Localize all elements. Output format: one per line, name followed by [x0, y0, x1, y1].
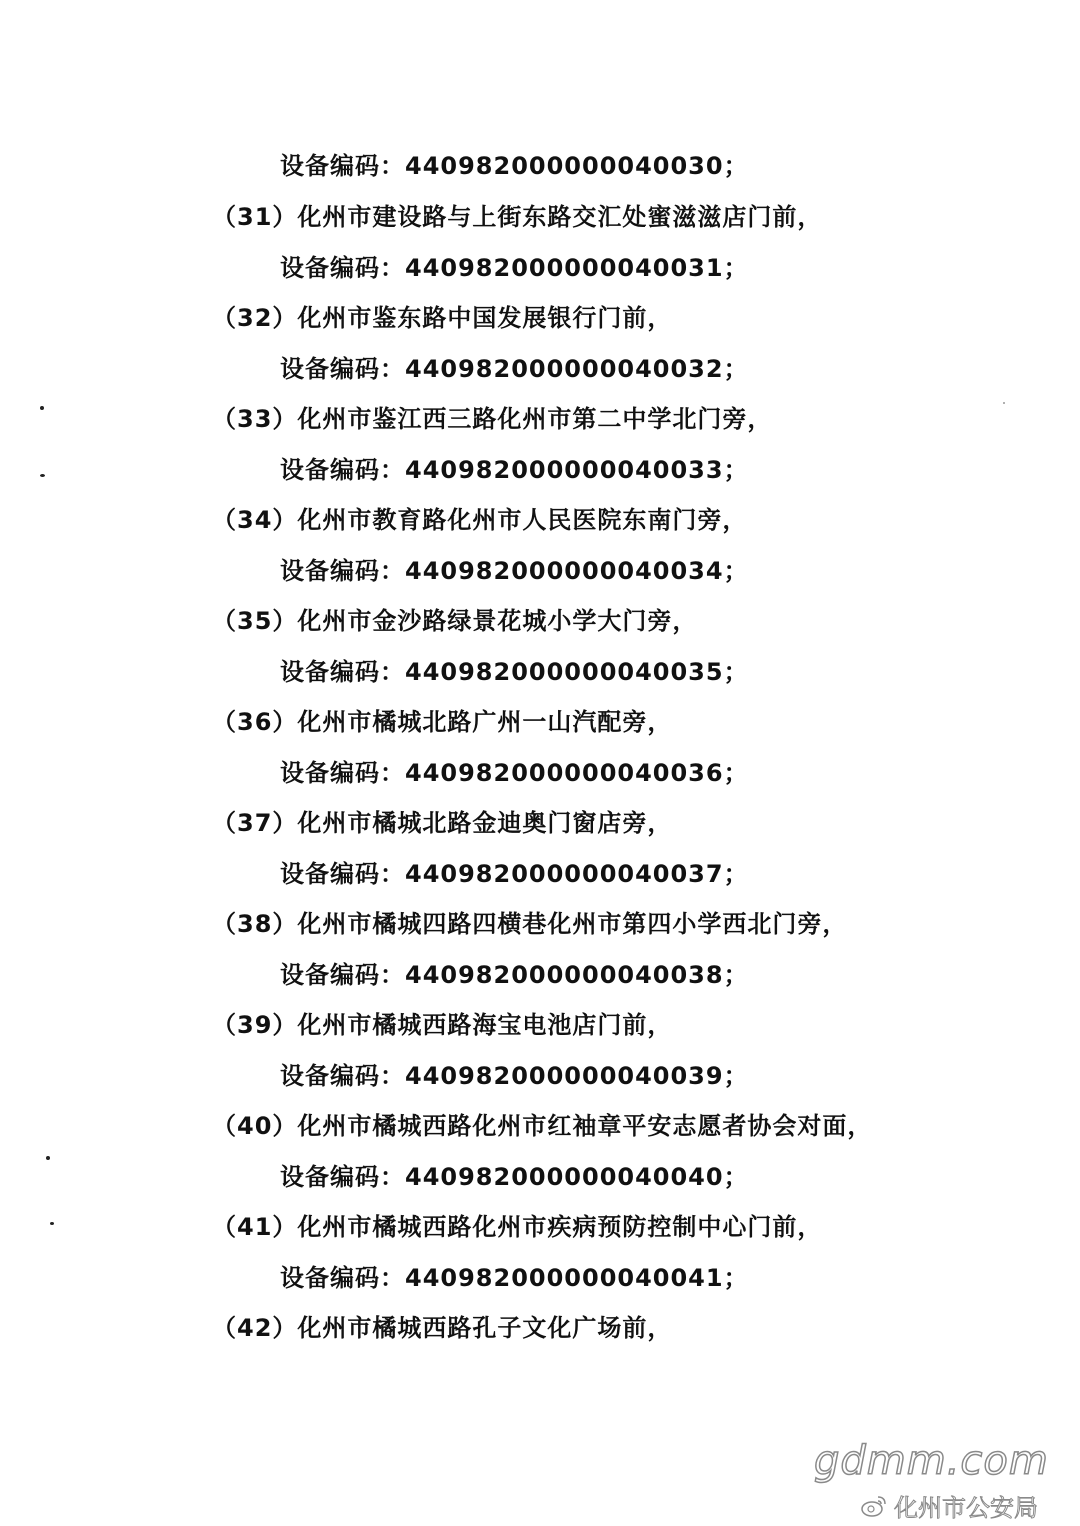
device-code-30: 设备编码：440982000000040030；	[280, 152, 749, 180]
entry-39-label: （39）化州市橘城西路海宝电池店门前，	[212, 1011, 673, 1039]
entry-32-label: （32）化州市鉴东路中国发展银行门前，	[212, 304, 673, 332]
device-code-37: 设备编码：440982000000040037；	[280, 860, 749, 888]
weibo-watermark	[860, 1488, 1038, 1523]
entry-37-label: （37）化州市橘城北路金迪奥门窗店旁，	[212, 809, 673, 837]
entry-42-label: （42）化州市橘城西路孔子文化广场前，	[212, 1314, 673, 1342]
weibo-account-name: 化州市公安局	[894, 1494, 1038, 1522]
device-code-34: 设备编码：440982000000040034；	[280, 557, 749, 585]
device-code-38: 设备编码：440982000000040038；	[280, 961, 749, 989]
entry-41-label: （41）化州市橘城西路化州市疾病预防控制中心门前，	[212, 1213, 823, 1241]
entry-40-label: （40）化州市橘城西路化州市红袖章平安志愿者协会对面，	[212, 1112, 873, 1140]
device-code-39: 设备编码：440982000000040039；	[280, 1062, 749, 1090]
entry-31-label: （31）化州市建设路与上街东路交汇处蜜滋滋店门前，	[212, 203, 823, 231]
scan-speck	[1003, 402, 1005, 404]
entry-36-label: （36）化州市橘城北路广州一山汽配旁，	[212, 708, 673, 736]
scan-speck	[50, 1222, 54, 1225]
device-code-40: 设备编码：440982000000040040；	[280, 1163, 749, 1191]
device-code-33: 设备编码：440982000000040033；	[280, 456, 749, 484]
entry-34-label: （34）化州市教育路化州市人民医院东南门旁，	[212, 506, 748, 534]
site-watermark: gdmm.com	[814, 1438, 1049, 1484]
scan-speck	[40, 406, 44, 410]
entry-38-label: （38）化州市橘城四路四横巷化州市第四小学西北门旁，	[212, 910, 848, 938]
entry-35-label: （35）化州市金沙路绿景花城小学大门旁，	[212, 607, 698, 635]
entry-33-label: （33）化州市鉴江西三路化州市第二中学北门旁，	[212, 405, 773, 433]
scan-speck	[40, 474, 45, 477]
weibo-logo-icon	[860, 1493, 888, 1519]
scan-speck	[46, 1156, 50, 1160]
device-code-31: 设备编码：440982000000040031；	[280, 254, 749, 282]
device-code-41: 设备编码：440982000000040041；	[280, 1264, 749, 1292]
device-code-35: 设备编码：440982000000040035；	[280, 658, 749, 686]
device-code-32: 设备编码：440982000000040032；	[280, 355, 749, 383]
device-code-36: 设备编码：440982000000040036；	[280, 759, 749, 787]
